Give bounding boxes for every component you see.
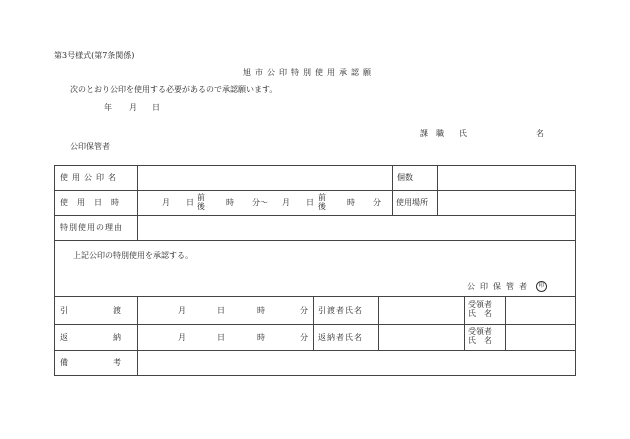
- end-pm: 後: [318, 202, 326, 211]
- col-divider: [464, 296, 465, 350]
- row-line: [54, 296, 576, 297]
- form-title: 旭市公印特別使用承認願: [243, 68, 375, 77]
- receiver-line2: 氏名: [468, 309, 500, 318]
- seal-mark: 印: [536, 281, 547, 292]
- table-border-bottom: [54, 375, 576, 376]
- start-am: 前: [197, 193, 205, 202]
- row-line: [54, 215, 576, 216]
- col-divider: [437, 165, 438, 215]
- handover-day: 日: [217, 306, 225, 315]
- start-minute-to: 分～: [252, 198, 268, 207]
- col-divider: [392, 165, 393, 215]
- keeper-label: 公印保管者: [467, 282, 532, 291]
- row-line: [54, 240, 576, 241]
- return-label-1: [60, 333, 166, 343]
- handover-person-label: 引渡者氏名: [318, 306, 363, 315]
- start-hour: 時: [226, 198, 234, 207]
- approval-text: 上記公印の特別使用を承認する。: [73, 251, 193, 260]
- start-pm: 後: [197, 202, 205, 211]
- date-year-label: 年: [104, 103, 112, 112]
- end-ampm: [318, 193, 326, 211]
- usage-place-label: 使用場所: [396, 198, 428, 207]
- table-border-left: [54, 165, 55, 375]
- end-hour: 時: [347, 198, 355, 207]
- handover-minute: 分: [300, 306, 308, 315]
- return-person-label: 返納者氏名: [318, 333, 363, 342]
- receiver-line1: 受領者: [468, 300, 492, 309]
- date-day-label: 日: [152, 103, 160, 112]
- addressee: 公印保管者: [70, 142, 110, 151]
- return-month: 月: [178, 333, 186, 342]
- count-label-1: 個数: [397, 173, 413, 182]
- receiver-line2: 氏名: [468, 336, 500, 345]
- return-label: 返納: [60, 333, 166, 342]
- applicant-shoku-label: 職: [436, 129, 444, 138]
- remarks-label-1: [60, 358, 166, 368]
- return-minute: 分: [300, 333, 308, 342]
- return-hour: 時: [257, 333, 265, 342]
- end-day: 日: [306, 198, 314, 207]
- remarks-label: 備考: [60, 358, 166, 367]
- end-minute: 分: [373, 198, 381, 207]
- seal-name-label: 使用公印名: [60, 173, 120, 182]
- label-column-divider: [137, 165, 138, 240]
- row-line: [54, 350, 576, 351]
- applicant-mei-label: 名: [536, 129, 544, 138]
- end-month: 月: [282, 198, 290, 207]
- usage-datetime-label: 使用日時: [60, 198, 128, 207]
- row-line: [54, 324, 576, 325]
- row-line: [54, 190, 576, 191]
- handover-label-1: [60, 306, 166, 316]
- col-divider: [505, 296, 506, 350]
- return-day: 日: [217, 333, 225, 342]
- applicant-shi-label: 氏: [459, 129, 467, 138]
- receiver-line1: 受領者: [468, 327, 492, 336]
- end-am: 前: [318, 193, 326, 202]
- reason-label: 特別使用の理由: [60, 223, 123, 232]
- intro-text: 次のとおり公印を使用する必要があるので承認願います。: [70, 85, 278, 94]
- table-border-right: [575, 165, 576, 375]
- applicant-ka-label: 課: [420, 129, 428, 138]
- date-month-label: 月: [129, 103, 137, 112]
- form-number: 第3号様式(第7条関係): [54, 51, 135, 60]
- col-divider: [313, 296, 314, 350]
- start-day: 日: [186, 198, 194, 207]
- handover-hour: 時: [257, 306, 265, 315]
- handover-month: 月: [178, 306, 186, 315]
- start-ampm: [197, 193, 205, 211]
- handover-label: 引渡: [60, 306, 166, 315]
- start-month: 月: [162, 198, 170, 207]
- return-receiver-label: [468, 327, 500, 345]
- table-border-top: [54, 165, 576, 166]
- handover-receiver-label: [468, 300, 500, 318]
- col-divider: [378, 296, 379, 350]
